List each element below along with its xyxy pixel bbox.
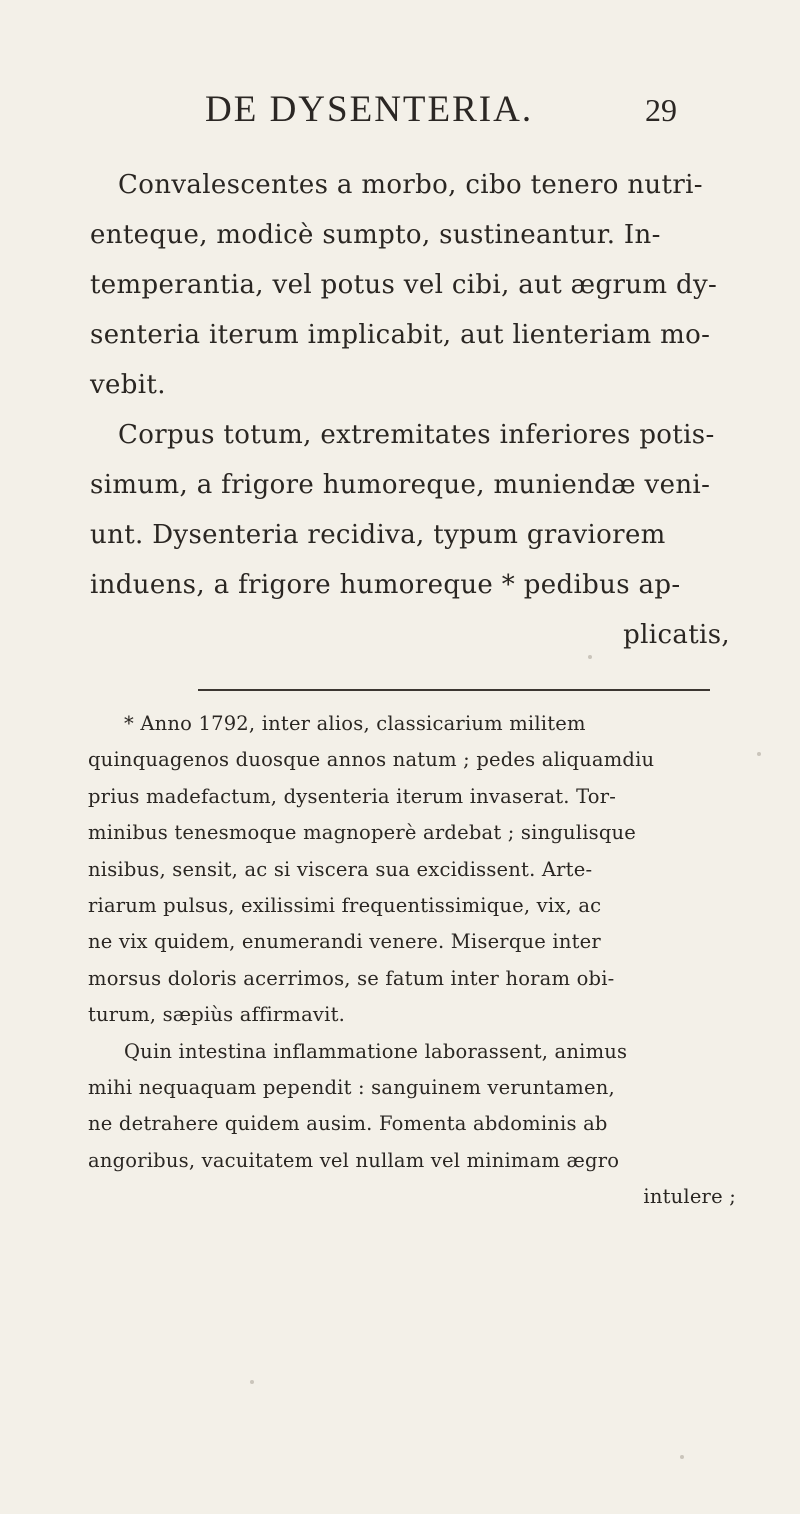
footnote-line: prius madefactum, dysenteria iterum invaserat. Tor- xyxy=(88,784,617,808)
paper-speck xyxy=(680,1455,684,1459)
text-line: induens, a frigore humoreque * pedibus ap- xyxy=(90,570,681,600)
footnote-line: intulere ; xyxy=(643,1185,736,1209)
footnote-line: angoribus, vacuitatem vel nullam vel minimam ægro xyxy=(88,1148,620,1172)
main-paragraphs xyxy=(90,160,730,660)
text-line: simum, a frigore humoreque, muniendæ veni- xyxy=(90,470,711,500)
footnote-line: morsus doloris acerrimos, se fatum inter horam obi- xyxy=(88,966,615,990)
text-line: unt. Dysenteria recidiva, typum graviorem xyxy=(90,520,666,550)
footnote-line: turum, sæpiùs affirmavit. xyxy=(88,1003,346,1027)
footnote-line: quinquagenos duosque annos natum ; pedes aliquamdiu xyxy=(88,748,655,772)
text-line: temperantia, vel potus vel cibi, aut ægrum dy- xyxy=(90,270,718,300)
paper-speck xyxy=(588,655,592,659)
footnote-line: ne vix quidem, enumerandi venere. Miserque inter xyxy=(88,930,601,954)
running-header xyxy=(205,88,675,138)
footnote xyxy=(88,706,736,1215)
paper-speck xyxy=(250,1380,254,1384)
footnote-divider xyxy=(198,689,710,691)
footnote-line: mihi nequaquam pependit : sanguinem veruntamen, xyxy=(88,1075,615,1099)
text-line: Corpus totum, extremitates inferiores potis- xyxy=(118,420,715,450)
text-line: enteque, modicè sumpto, sustineantur. In- xyxy=(90,220,661,250)
footnote-line: minibus tenesmoque magnoperè ardebat ; singulisque xyxy=(88,821,637,845)
footnote-line: riarum pulsus, exilissimi frequentissimique, vix, ac xyxy=(88,893,602,917)
footnote-line: Quin intestina inflammatione laborassent, animus xyxy=(124,1039,628,1063)
page-number: 29 xyxy=(645,92,677,128)
text-line: vebit. xyxy=(90,370,166,400)
text-line: plicatis, xyxy=(623,620,730,650)
header-title: DE DYSENTERIA. xyxy=(205,89,534,130)
text-line: Convalescentes a morbo, cibo tenero nutri- xyxy=(118,170,703,200)
text-line: senteria iterum implicabit, aut lienteriam mo- xyxy=(90,320,711,350)
paper-speck xyxy=(757,752,761,756)
footnote-line: ne detrahere quidem ausim. Fomenta abdominis ab xyxy=(88,1112,608,1136)
footnote-line: nisibus, sensit, ac si viscera sua excidissent. Arte- xyxy=(88,857,593,881)
footnote-line: * Anno 1792, inter alios, classicarium militem xyxy=(124,712,586,735)
